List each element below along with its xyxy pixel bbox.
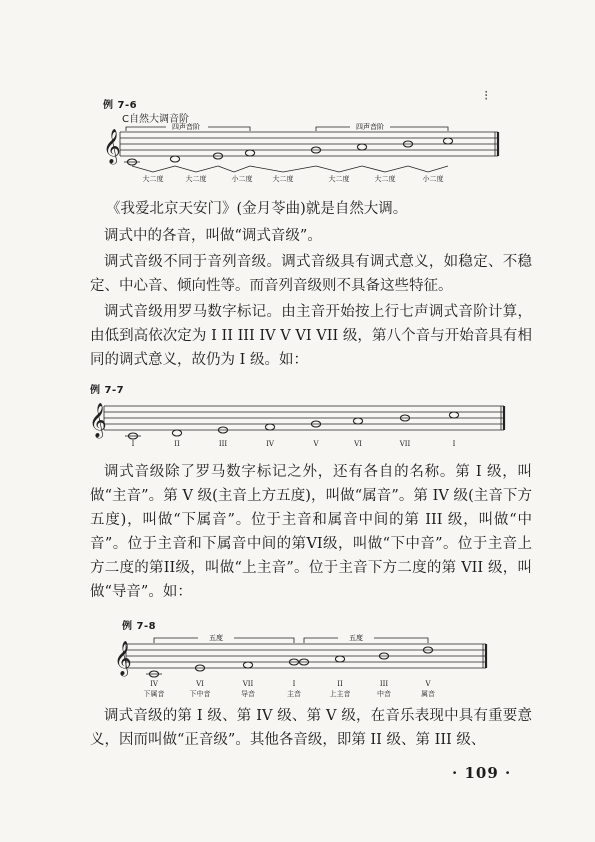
degree-name-6: 中音 bbox=[377, 690, 391, 698]
page-number: · 109 · bbox=[452, 764, 512, 782]
degree-8-label-3: VII bbox=[242, 680, 254, 688]
fifth-label-2: 五度 bbox=[349, 634, 363, 642]
fifth-label-1: 五度 bbox=[209, 634, 223, 642]
degree-name-4: 主音 bbox=[287, 690, 301, 698]
degree-8-label-7: V bbox=[425, 680, 431, 688]
degree-label-7: VII bbox=[399, 440, 411, 448]
paragraph-definition: 调式中的各音，叫做“调式音级”。 bbox=[104, 228, 322, 244]
paragraph-degree-names: 调式音级除了罗马数字标记之外，还有各自的名称。第 I 级，叫做“主音”。第 V 级(主音上方五度)，叫做“属音”。第 IV 级(主音下方五度)，叫做“下属音”。位于主音和属音中间的第 III 级，叫做“中音”。位于主音和下属音中间的第VI级，叫做“下中音”。位于主音上方二度的第II级，叫做“上主音”。位于主音下方二度的第 VII 级，叫做“导音”。如： bbox=[90, 464, 532, 600]
interval-label-5: 大二度 bbox=[328, 175, 350, 183]
degree-label-8: I bbox=[452, 440, 456, 448]
scan-mark: ⁝ bbox=[484, 88, 489, 104]
degree-8-label-5: II bbox=[337, 680, 343, 688]
degree-name-2: 下中音 bbox=[189, 690, 211, 698]
tetrachord-label-1: 四声音阶 bbox=[172, 123, 200, 131]
degree-8-label-2: VI bbox=[196, 680, 204, 688]
degree-8-label-4: I bbox=[292, 680, 296, 688]
degree-name-3: 导音 bbox=[241, 690, 255, 698]
staff-example-7-8 bbox=[114, 626, 498, 698]
degree-label-3: III bbox=[218, 440, 228, 448]
interval-label-3: 小二度 bbox=[231, 175, 253, 183]
staff-example-7-6 bbox=[100, 118, 520, 190]
staff-example-7-7 bbox=[90, 392, 510, 450]
degree-8-label-1: IV bbox=[150, 680, 158, 688]
example-7-6-subtitle: C自然大调音阶 bbox=[122, 114, 189, 125]
interval-label-2: 大二度 bbox=[185, 175, 207, 183]
degree-name-7: 属音 bbox=[421, 690, 435, 698]
interval-label-7: 小二度 bbox=[422, 175, 444, 183]
paragraph-principal-degrees: 调式音级的第 I 级、第 IV 级、第 V 级，在音乐表现中具有重要意义，因而叫做“正音级”。其他各音级，即第 II 级、第 III 级、 bbox=[90, 708, 532, 748]
degree-label-4: IV bbox=[266, 440, 274, 448]
paragraph-song-reference: 《我爱北京天安门》(金月苓曲)就是自然大调。 bbox=[106, 201, 408, 217]
treble-clef-icon: 𝄞 bbox=[114, 641, 132, 676]
treble-clef-icon: 𝄞 bbox=[103, 129, 121, 164]
interval-label-1: 大二度 bbox=[142, 175, 164, 183]
treble-clef-icon: 𝄞 bbox=[89, 403, 107, 438]
interval-label-6: 大二度 bbox=[374, 175, 396, 183]
interval-label-4: 大二度 bbox=[272, 175, 294, 183]
degree-name-1: 下属音 bbox=[143, 690, 165, 698]
degree-label-5: V bbox=[313, 440, 319, 448]
degree-label-1: I bbox=[131, 440, 135, 448]
example-7-7-label: 例 7-7 bbox=[90, 385, 125, 396]
degree-8-label-6: III bbox=[379, 680, 389, 688]
tetrachord-label-2: 四声音阶 bbox=[356, 123, 384, 131]
paragraph-roman-numerals: 调式音级用罗马数字标记。由主音开始按上行七声调式音阶计算，由低到高依次定为 I II III IV V VI VII 级，第八个音与开始音具有相同的调式意义，故仍为 I 级。如： bbox=[90, 304, 532, 368]
degree-label-6: VI bbox=[354, 440, 362, 448]
degree-label-2: II bbox=[174, 440, 180, 448]
degree-name-5: 上主音 bbox=[329, 690, 351, 698]
example-7-8-label: 例 7-8 bbox=[122, 621, 157, 632]
paragraph-difference: 调式音级不同于音列音级。调式音级具有调式意义，如稳定、不稳定、中心音、倾向性等。而音列音级则不具备这些特征。 bbox=[90, 254, 532, 294]
example-7-6-label: 例 7-6 bbox=[103, 100, 138, 111]
